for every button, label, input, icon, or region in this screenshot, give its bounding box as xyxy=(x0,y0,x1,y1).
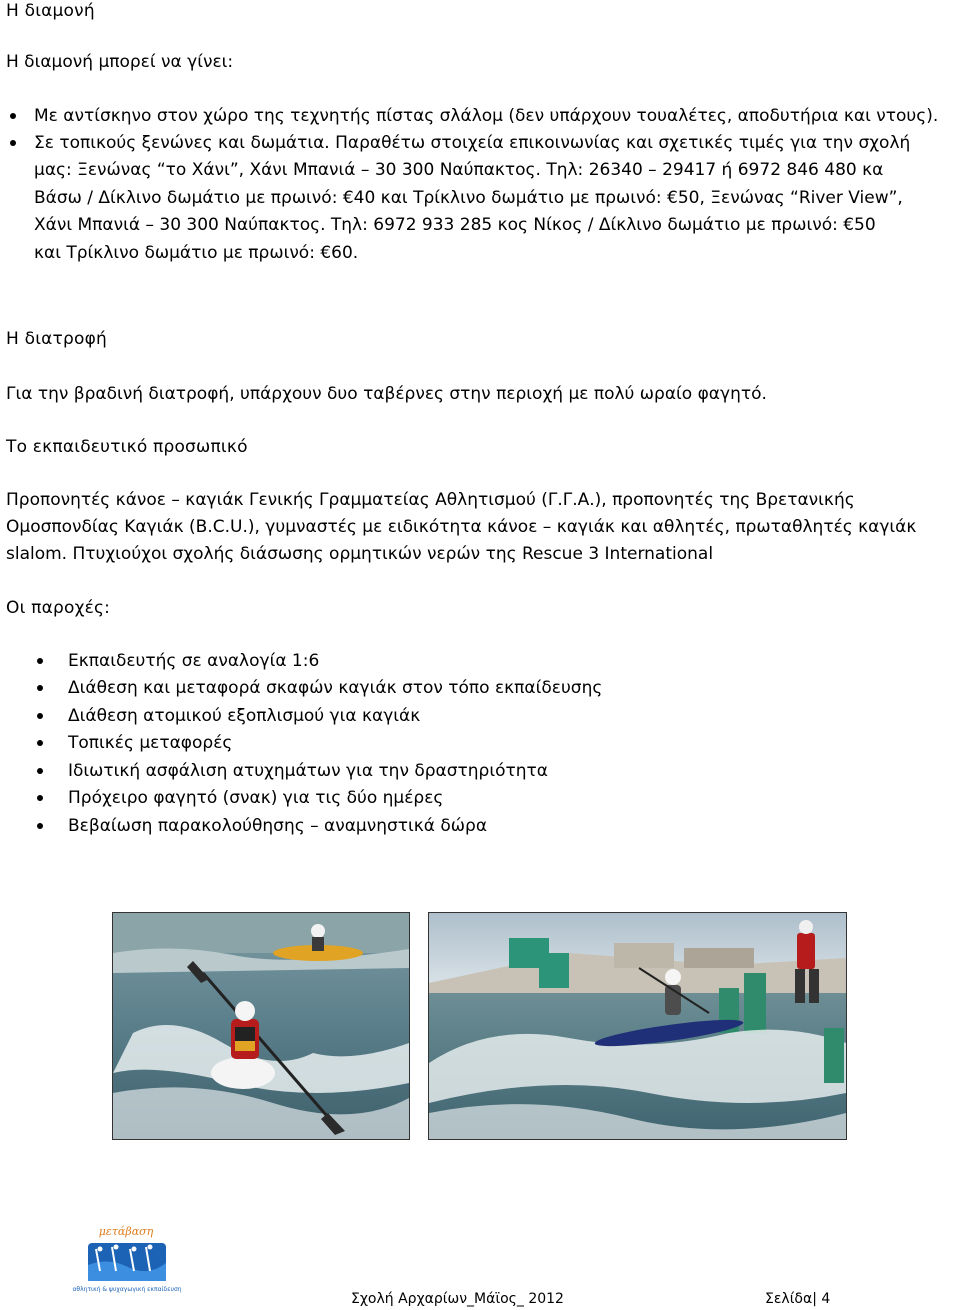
food-text: Για την βραδινή διατροφή, υπάρχουν δυο ταβέρνες στην περιοχή με πολύ ωραίο φαγητό. xyxy=(6,384,767,404)
list-item xyxy=(0,760,960,782)
bullet-icon xyxy=(37,658,43,664)
list-item-text: Βεβαίωση παρακολούθησης – αναμνηστικά δώρα xyxy=(68,816,488,836)
kayak-photo-right xyxy=(428,912,847,1140)
bullet-icon xyxy=(37,713,43,719)
bullet-icon xyxy=(10,113,16,119)
text-line: και Τρίκλινο δωμάτιο με πρωινό: €60. xyxy=(34,243,359,263)
metavasi-logo-image xyxy=(72,1221,182,1305)
bullet-icon xyxy=(10,140,16,146)
list-item xyxy=(0,105,960,127)
list-item xyxy=(0,132,960,154)
footer-title: Σχολή Αρχαρίων_Μάϊος_ 2012 xyxy=(351,1291,564,1307)
bullet-icon xyxy=(37,768,43,774)
list-item-text: Με αντίσκηνο στον χώρο της τεχνητής πίστας σλάλομ (δεν υπάρχουν τουαλέτες, αποδυτήρια και ντους). xyxy=(34,106,939,126)
staff-text-line: slalom. Πτυχιούχοι σχολής διάσωσης ορμητικών νερών της Rescue 3 International xyxy=(6,544,714,564)
list-item xyxy=(0,705,960,727)
section-title-staff: Το εκπαιδευτικό προσωπικό xyxy=(6,437,248,457)
metavasi-logo xyxy=(72,1221,182,1305)
list-item-text: Εκπαιδευτής σε αναλογία 1:6 xyxy=(68,651,320,671)
list-item-text: Ιδιωτική ασφάλιση ατυχημάτων για την δραστηριότητα xyxy=(68,761,548,781)
accommodation-intro: Η διαμονή μπορεί να γίνει: xyxy=(6,52,234,72)
text-line: μας: Ξενώνας “το Χάνι”, Χάνι Μπανιά – 30 300 Ναύπακτος. Τηλ: 26340 – 29417 ή 6972 846 480 κα xyxy=(34,160,884,180)
kayak-photo-right-image xyxy=(429,913,846,1139)
section-title-services: Οι παροχές: xyxy=(6,598,111,618)
bullet-icon xyxy=(37,740,43,746)
staff-text-line: Προπονητές κάνοε – καγιάκ Γενικής Γραμματείας Αθλητισμού (Γ.Γ.Α.), προπονητές της Βρετανικής xyxy=(6,490,855,510)
list-item-text: Διάθεση ατομικού εξοπλισμού για καγιάκ xyxy=(68,706,421,726)
kayak-photo-left-image xyxy=(113,913,409,1139)
bullet-icon xyxy=(37,823,43,829)
section-title-food: Η διατροφή xyxy=(6,329,107,349)
section-title-accommodation: Η διαμονή xyxy=(6,1,95,21)
logo-tagline: αθλητική & ψυχαγωγική εκπαίδευση xyxy=(72,1286,182,1293)
list-item-text: Σε τοπικούς ξενώνες και δωμάτια. Παραθέτω στοιχεία επικοινωνίας και σχετικές τιμές για την σχολή xyxy=(34,133,911,153)
list-item-text: Τοπικές μεταφορές xyxy=(68,733,233,753)
list-item xyxy=(0,677,960,699)
list-item xyxy=(0,787,960,809)
bullet-icon xyxy=(37,685,43,691)
text-line: Χάνι Μπανιά – 30 300 Ναύπακτος. Τηλ: 6972 933 285 κος Νίκος / Δίκλινο δωμάτιο με πρωινό: €50 xyxy=(34,215,876,235)
list-item-text: Διάθεση και μεταφορά σκαφών καγιάκ στον τόπο εκπαίδευσης xyxy=(68,678,603,698)
list-item xyxy=(0,815,960,837)
bullet-icon xyxy=(37,795,43,801)
list-item xyxy=(0,650,960,672)
kayak-photo-left xyxy=(112,912,410,1140)
logo-brand-text: μετάβαση xyxy=(98,1225,154,1238)
staff-text-line: Ομοσπονδίας Καγιάκ (B.C.U.), γυμναστές με ειδικότητα κάνοε – καγιάκ και αθλητές, πρωταθλητές καγιάκ xyxy=(6,517,917,537)
text-line: Βάσω / Δίκλινο δωμάτιο με πρωινό: €40 και Τρίκλινο δωμάτιο με πρωινό: €50, Ξενώνας “River View”, xyxy=(34,188,903,208)
page-number: Σελίδα| 4 xyxy=(765,1291,831,1307)
list-item xyxy=(0,732,960,754)
list-item-text: Πρόχειρο φαγητό (σνακ) για τις δύο ημέρες xyxy=(68,788,444,808)
